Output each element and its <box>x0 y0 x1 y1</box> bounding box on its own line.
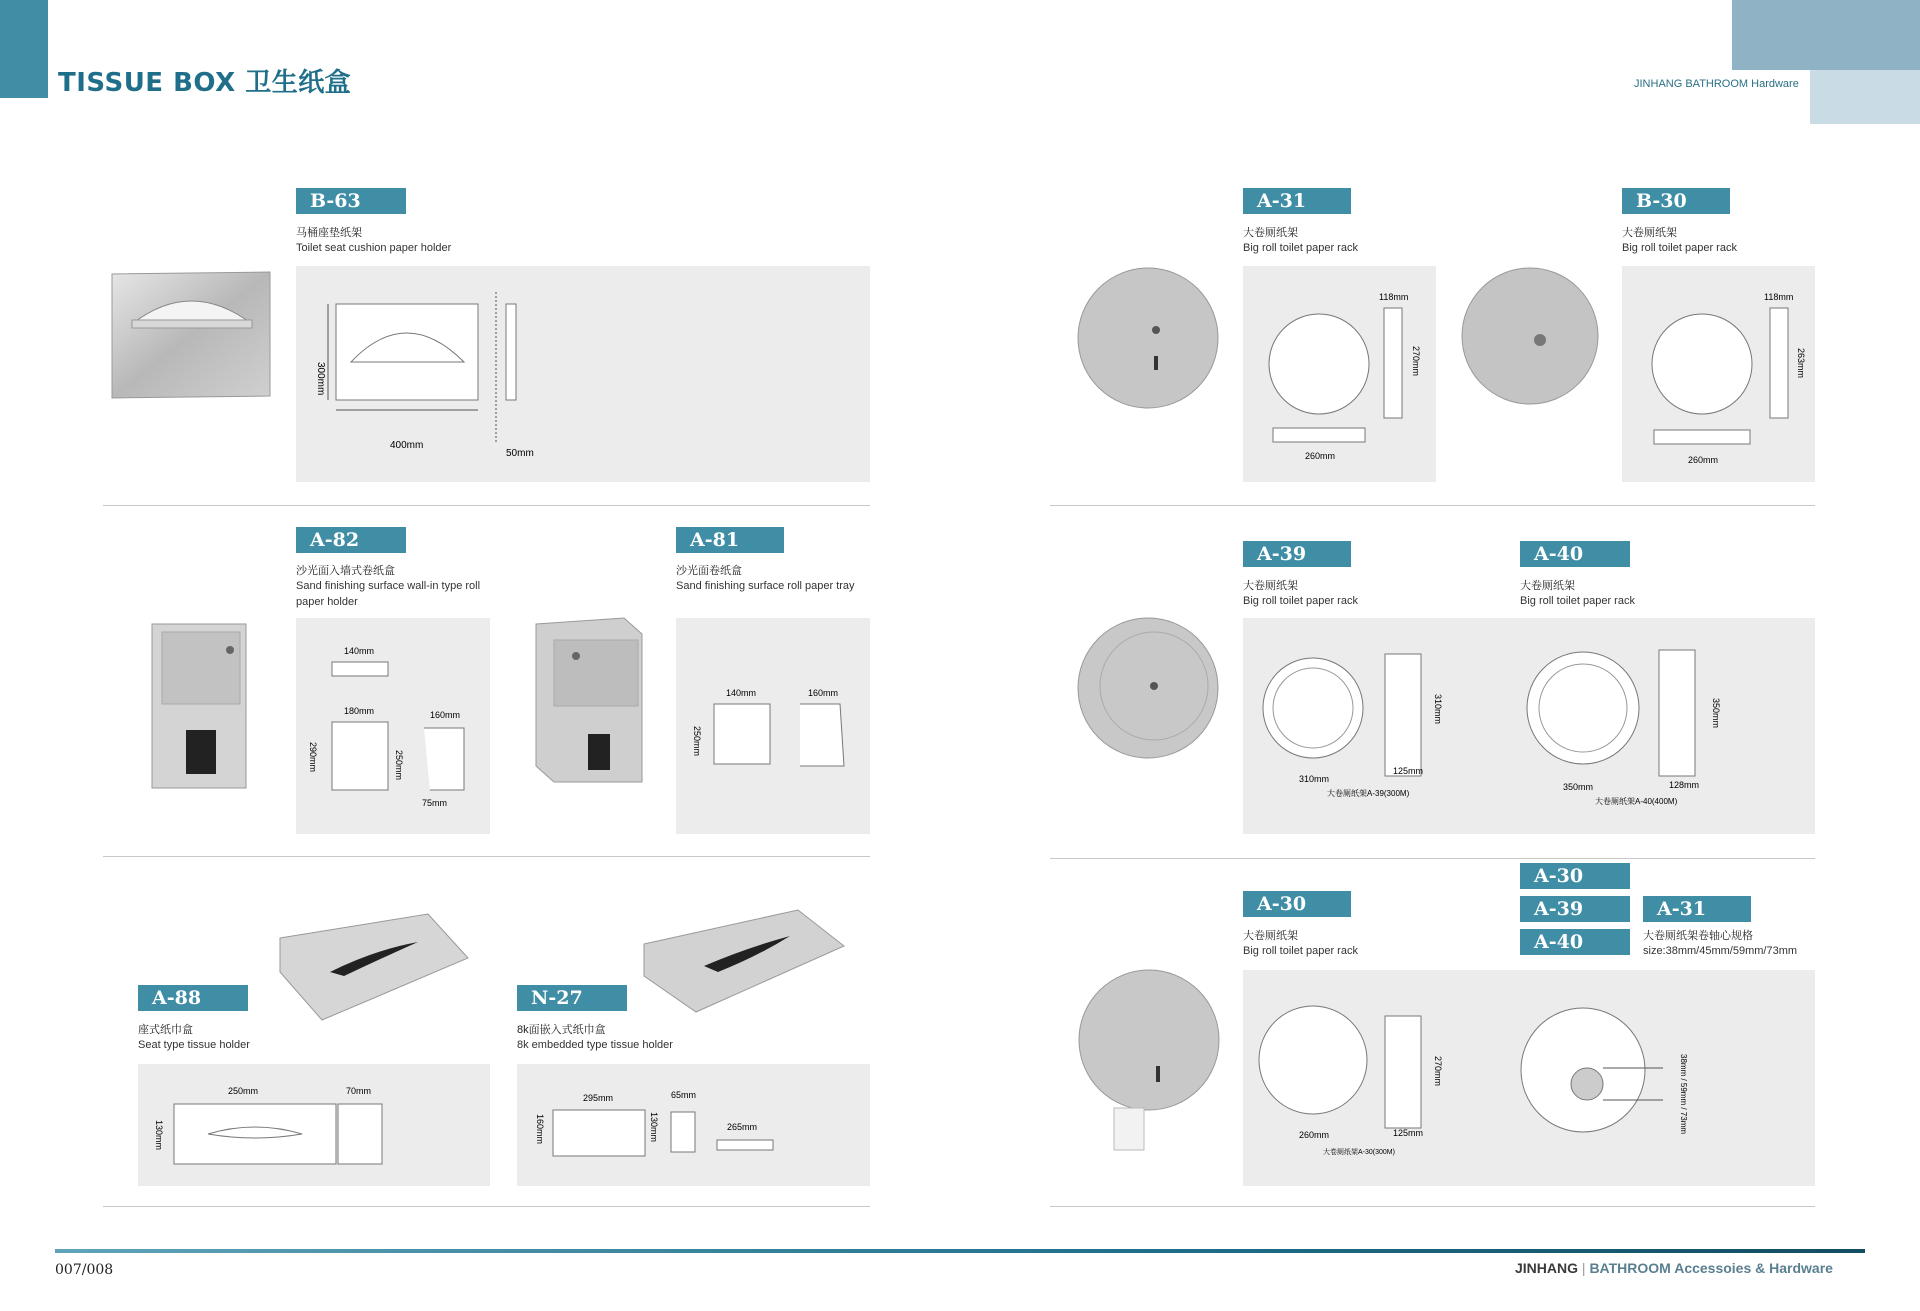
product-photo-a39 <box>1074 614 1222 764</box>
drawing-panel-a81 <box>676 618 870 834</box>
dim-b63-w: 400mm <box>390 440 424 451</box>
product-code-a30: A-30 <box>1243 891 1351 917</box>
drawing-panel-a39-a40 <box>1243 618 1815 834</box>
dimension-label: 118mm <box>1764 292 1794 302</box>
dimension-label: 265mm <box>727 1122 758 1132</box>
page-number: 007/008 <box>55 1262 114 1278</box>
product-photo-n27 <box>642 908 846 1020</box>
footer-rule <box>55 1249 1865 1253</box>
product-cn-n27: 8k面嵌入式纸巾盒 <box>517 1024 606 1036</box>
page-title: TISSUE BOX 卫生纸盒 <box>58 68 352 98</box>
product-cn-a81: 沙光面卷纸盒 <box>676 565 742 577</box>
dimension-label: 250mm <box>692 726 702 757</box>
product-code-b63: B-63 <box>296 188 406 214</box>
product-cn-b63: 马桶座垫纸架 <box>296 227 362 239</box>
product-en-a81: Sand finishing surface roll paper tray <box>676 580 855 592</box>
product-code-a31: A-31 <box>1243 188 1351 214</box>
footer-brand: JINHANG | BATHROOM Accessoies & Hardware <box>1515 1260 1833 1276</box>
dimension-label: 160mm <box>808 688 839 698</box>
dimension-label: 128mm <box>1669 780 1700 790</box>
core-code-4: A-31 <box>1643 896 1751 922</box>
footer-brand-sub: BATHROOM Accessoies & Hardware <box>1589 1260 1833 1276</box>
dimension-label: 130mm <box>154 1120 164 1151</box>
dimension-label: 140mm <box>344 646 375 656</box>
corner-block-light <box>1810 70 1920 124</box>
product-code-b30: B-30 <box>1622 188 1730 214</box>
product-en-n27: 8k embedded type tissue holder <box>517 1039 673 1051</box>
header-brand: JINHANG BATHROOM Hardware <box>1634 78 1799 90</box>
product-photo-a82 <box>150 620 248 792</box>
core-size: size:38mm/45mm/59mm/73mm <box>1643 945 1798 957</box>
product-photo-b30 <box>1458 264 1602 412</box>
dimension-label: 350mm <box>1563 782 1594 792</box>
footer-brand-name: JINHANG <box>1515 1260 1579 1276</box>
dimension-label: 250mm <box>394 750 404 781</box>
dimension-label: 250mm <box>228 1086 259 1096</box>
divider <box>1050 1206 1815 1207</box>
product-cn-a30: 大卷厕纸架 <box>1243 930 1298 942</box>
product-en-a82: Sand finishing surface wall-in type roll paper holder <box>296 580 481 608</box>
product-code-a39: A-39 <box>1243 541 1351 567</box>
dimension-label: 160mm <box>430 710 461 720</box>
core-code-1: A-30 <box>1520 863 1630 889</box>
dim-b63-d: 50mm <box>506 448 534 459</box>
drawing-panel-b30 <box>1622 266 1815 482</box>
core-code-3: A-40 <box>1520 929 1630 955</box>
product-cn-a82: 沙光面入墙式卷纸盒 <box>296 565 395 577</box>
title-accent-bar <box>0 0 48 98</box>
dimension-label: 125mm <box>1393 766 1424 776</box>
corner-block-dark <box>1732 0 1920 70</box>
drawing-panel-a31 <box>1243 266 1436 482</box>
product-photo-a81 <box>530 616 648 784</box>
product-cn-a31: 大卷厕纸架 <box>1243 227 1298 239</box>
product-code-a40: A-40 <box>1520 541 1630 567</box>
caption-a39: 大卷厕纸架A-39(300M) <box>1327 789 1410 798</box>
dimension-label: 260mm <box>1299 1130 1330 1140</box>
dimension-label: 140mm <box>726 688 757 698</box>
caption-a30: 大卷厕纸架A-30(300M) <box>1323 1149 1395 1156</box>
product-photo-a31 <box>1074 264 1222 412</box>
product-cn-a88: 座式纸巾盒 <box>138 1024 193 1036</box>
dim-b63-h: 300mm <box>315 362 326 396</box>
product-code-a88: A-88 <box>138 985 248 1011</box>
core-code-2: A-39 <box>1520 896 1630 922</box>
product-code-a81: A-81 <box>676 527 784 553</box>
product-code-n27: N-27 <box>517 985 627 1011</box>
core-dim: 38mm / 59mm / 73mm <box>1679 1054 1688 1135</box>
dimension-label: 125mm <box>1393 1128 1424 1138</box>
product-photo-a88 <box>278 912 470 1024</box>
product-en-b30: Big roll toilet paper rack <box>1622 242 1737 254</box>
dimension-label: 70mm <box>346 1086 372 1096</box>
product-code-a82: A-82 <box>296 527 406 553</box>
divider <box>1050 505 1815 506</box>
product-en-a39: Big roll toilet paper rack <box>1243 595 1358 607</box>
dimension-label: 180mm <box>344 706 375 716</box>
product-cn-a39: 大卷厕纸架 <box>1243 580 1298 592</box>
product-en-a30: Big roll toilet paper rack <box>1243 945 1358 957</box>
divider <box>1050 858 1815 859</box>
dimension-label: 263mm <box>1796 348 1806 379</box>
product-en-b63: Toilet seat cushion paper holder <box>296 242 452 254</box>
divider <box>103 1206 870 1207</box>
caption-a40: 大卷厕纸架A-40(400M) <box>1595 797 1678 806</box>
core-cn: 大卷厕纸架卷轴心规格 <box>1643 930 1753 942</box>
dimension-label: 350mm <box>1711 698 1721 729</box>
dimension-label: 295mm <box>583 1093 614 1103</box>
dimension-label: 260mm <box>1305 451 1336 461</box>
divider <box>103 856 870 857</box>
dimension-label: 118mm <box>1379 292 1409 302</box>
drawing-panel-n27 <box>517 1064 870 1186</box>
product-cn-b30: 大卷厕纸架 <box>1622 227 1677 239</box>
dimension-label: 270mm <box>1411 346 1421 377</box>
dimension-label: 310mm <box>1299 774 1330 784</box>
dimension-label: 65mm <box>671 1090 697 1100</box>
dimension-label: 260mm <box>1688 455 1719 465</box>
product-photo-b63 <box>110 270 272 400</box>
product-photo-a30 <box>1074 966 1224 1152</box>
product-en-a40: Big roll toilet paper rack <box>1520 595 1635 607</box>
product-en-a88: Seat type tissue holder <box>138 1039 250 1051</box>
dimension-label: 290mm <box>308 742 318 773</box>
drawing-panel-b63 <box>296 266 870 482</box>
divider <box>103 505 870 506</box>
product-en-a31: Big roll toilet paper rack <box>1243 242 1358 254</box>
drawing-panel-a88 <box>138 1064 490 1186</box>
dimension-label: 310mm <box>1433 694 1443 725</box>
dimension-label: 160mm <box>535 1114 545 1145</box>
dimension-label: 130mm <box>649 1112 659 1143</box>
dimension-label: 75mm <box>422 798 448 808</box>
drawing-panel-a30 <box>1243 970 1815 1186</box>
drawing-panel-a82 <box>296 618 490 834</box>
product-cn-a40: 大卷厕纸架 <box>1520 580 1575 592</box>
dimension-label: 270mm <box>1433 1056 1443 1087</box>
